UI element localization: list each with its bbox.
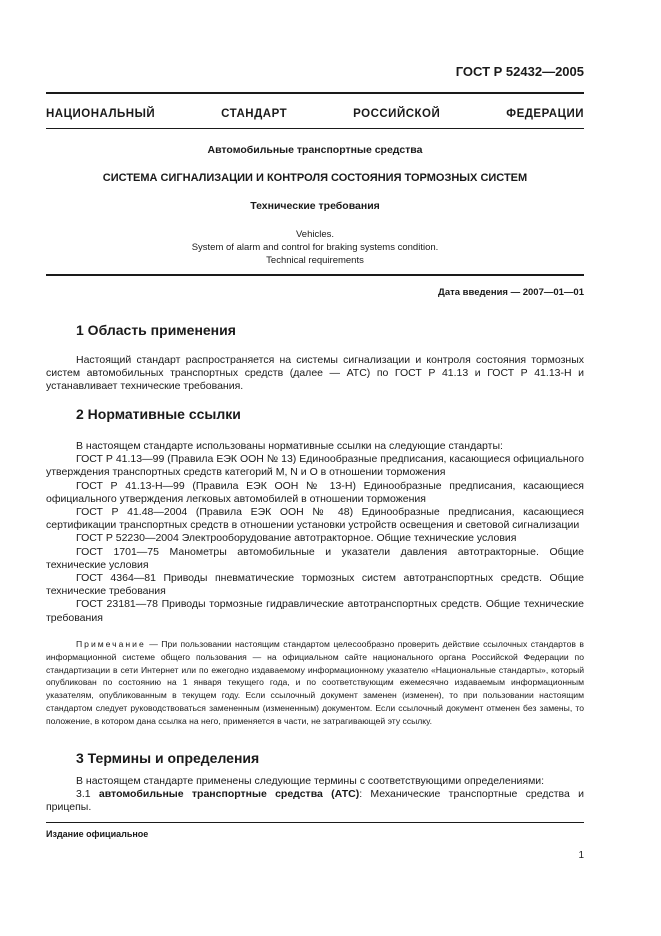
- requirements-subtitle: Технические требования: [250, 200, 380, 212]
- section-1-heading: 1 Область применения: [76, 322, 236, 338]
- section-3-body: [46, 775, 584, 815]
- document-title: СИСТЕМА СИГНАЛИЗАЦИИ И КОНТРОЛЯ СОСТОЯНИЯ ТОРМОЗНЫХ СИСТЕМ: [102, 172, 528, 184]
- reference-item: [46, 506, 584, 532]
- section-1-paragraph: Настоящий стандарт распространяется на системы сигнализации и контроля состояния тормозных систем автомобильных транспортных средств (далее — АТС) по ГОСТ Р 41.13 и ГОСТ Р 41.13-Н и устанавливает технические требования.: [46, 354, 584, 393]
- reference-item: [46, 480, 584, 506]
- reference-item: [46, 453, 584, 479]
- section-3-intro-text: В настоящем стандарте применены следующие термины с соответствующими определениями:: [76, 775, 545, 787]
- section-3-heading: 3 Термины и определения: [76, 750, 260, 766]
- reference-item: [46, 532, 584, 545]
- note-text: — При пользовании настоящим стандартом целесообразно проверить действие ссылочных стандартов в информационной системе общего пользования — на официальном сайте национального органа Российской Федерации по стандартизации в сети Интернет или по ежегодно издаваемому информационному указателю «Национальные стандарты», который опубликован по состоянию на 1 января текущего года, и по соответствующим ежемесячно издаваемым информационным указателям, опубликованным в текущем году. Если ссылочный документ заменен (изменен), то при пользовании настоящим стандартом следует руководствоваться замененным (измененным) документом. Если ссылочный документ отменен без замены, то положение, в котором дана ссылка на него, применяется в части, не затрагивающей эту ссылку.: [46, 639, 584, 726]
- national-standard-heading: НАЦИОНАЛЬНЫЙ СТАНДАРТ РОССИЙСКОЙ ФЕДЕРАЦИИ: [46, 108, 584, 120]
- subtitle-ru: Автомобильные транспортные средства: [207, 144, 423, 156]
- note-block: [46, 638, 584, 728]
- reference-text: ГОСТ 23181—78 Приводы тормозные гидравлические автотранспортных средств. Общие технические требования: [46, 598, 584, 624]
- reference-text: ГОСТ Р 41.13—99 (Правила ЕЭК ООН № 13) Единообразные предписания, касающиеся официального утверждения транспортных средств категорий M, N и O в отношении торможения: [46, 453, 584, 479]
- gost-number: ГОСТ Р 52432—2005: [455, 64, 584, 79]
- section-2-intro-text: В настоящем стандарте использованы нормативные ссылки на следующие стандарты:: [76, 440, 503, 452]
- term-number: 3.1: [76, 788, 91, 801]
- section-2-heading: 2 Нормативные ссылки: [76, 406, 241, 422]
- english-title-line-3: Technical requirements: [266, 255, 364, 266]
- note-label: Примечание: [76, 639, 146, 649]
- edition-label: Издание официальное: [46, 829, 149, 839]
- reference-text: ГОСТ 1701—75 Манометры автомобильные и указатели давления автотракторные. Общие технические условия: [46, 545, 584, 571]
- introduction-date: Дата введения — 2007—01—01: [438, 287, 584, 298]
- section-1-text: [46, 354, 584, 394]
- term-definition: [46, 788, 584, 814]
- title-rule: [46, 274, 584, 276]
- reference-text: ГОСТ Р 41.13-Н—99 (Правила ЕЭК ООН № 13-Н) Единообразные предписания, касающиеся официального утверждения легковых автомобилей в отношении торможения: [46, 479, 584, 505]
- page-number: 1: [578, 850, 584, 861]
- reference-item: [46, 572, 584, 598]
- term-text: : Механические транспортные средства и прицепы.: [46, 788, 584, 814]
- section-2-body: [46, 440, 584, 625]
- header-rule: [46, 128, 584, 129]
- section-2-intro: [46, 440, 584, 453]
- reference-item: [46, 546, 584, 572]
- reference-item: [46, 598, 584, 624]
- footer-rule: [46, 822, 584, 823]
- english-title-line-1: Vehicles.: [295, 229, 335, 240]
- section-3-intro: [46, 775, 584, 788]
- reference-text: ГОСТ Р 41.48—2004 (Правила ЕЭК ООН № 48) Единообразные предписания, касающиеся сертификации транспортных средств в отношении установки устройств освещения и световой сигнализации: [46, 506, 584, 532]
- reference-text: ГОСТ Р 52230—2004 Электрооборудование автотракторное. Общие технические условия: [76, 532, 517, 545]
- reference-text: ГОСТ 4364—81 Приводы пневматические тормозных систем автотранспортных средств. Общие технические требования: [46, 572, 584, 598]
- top-rule: [46, 92, 584, 94]
- english-title-line-2: System of alarm and control for braking systems condition.: [191, 242, 439, 253]
- term-name: автомобильные транспортные средства (АТС): [98, 788, 360, 801]
